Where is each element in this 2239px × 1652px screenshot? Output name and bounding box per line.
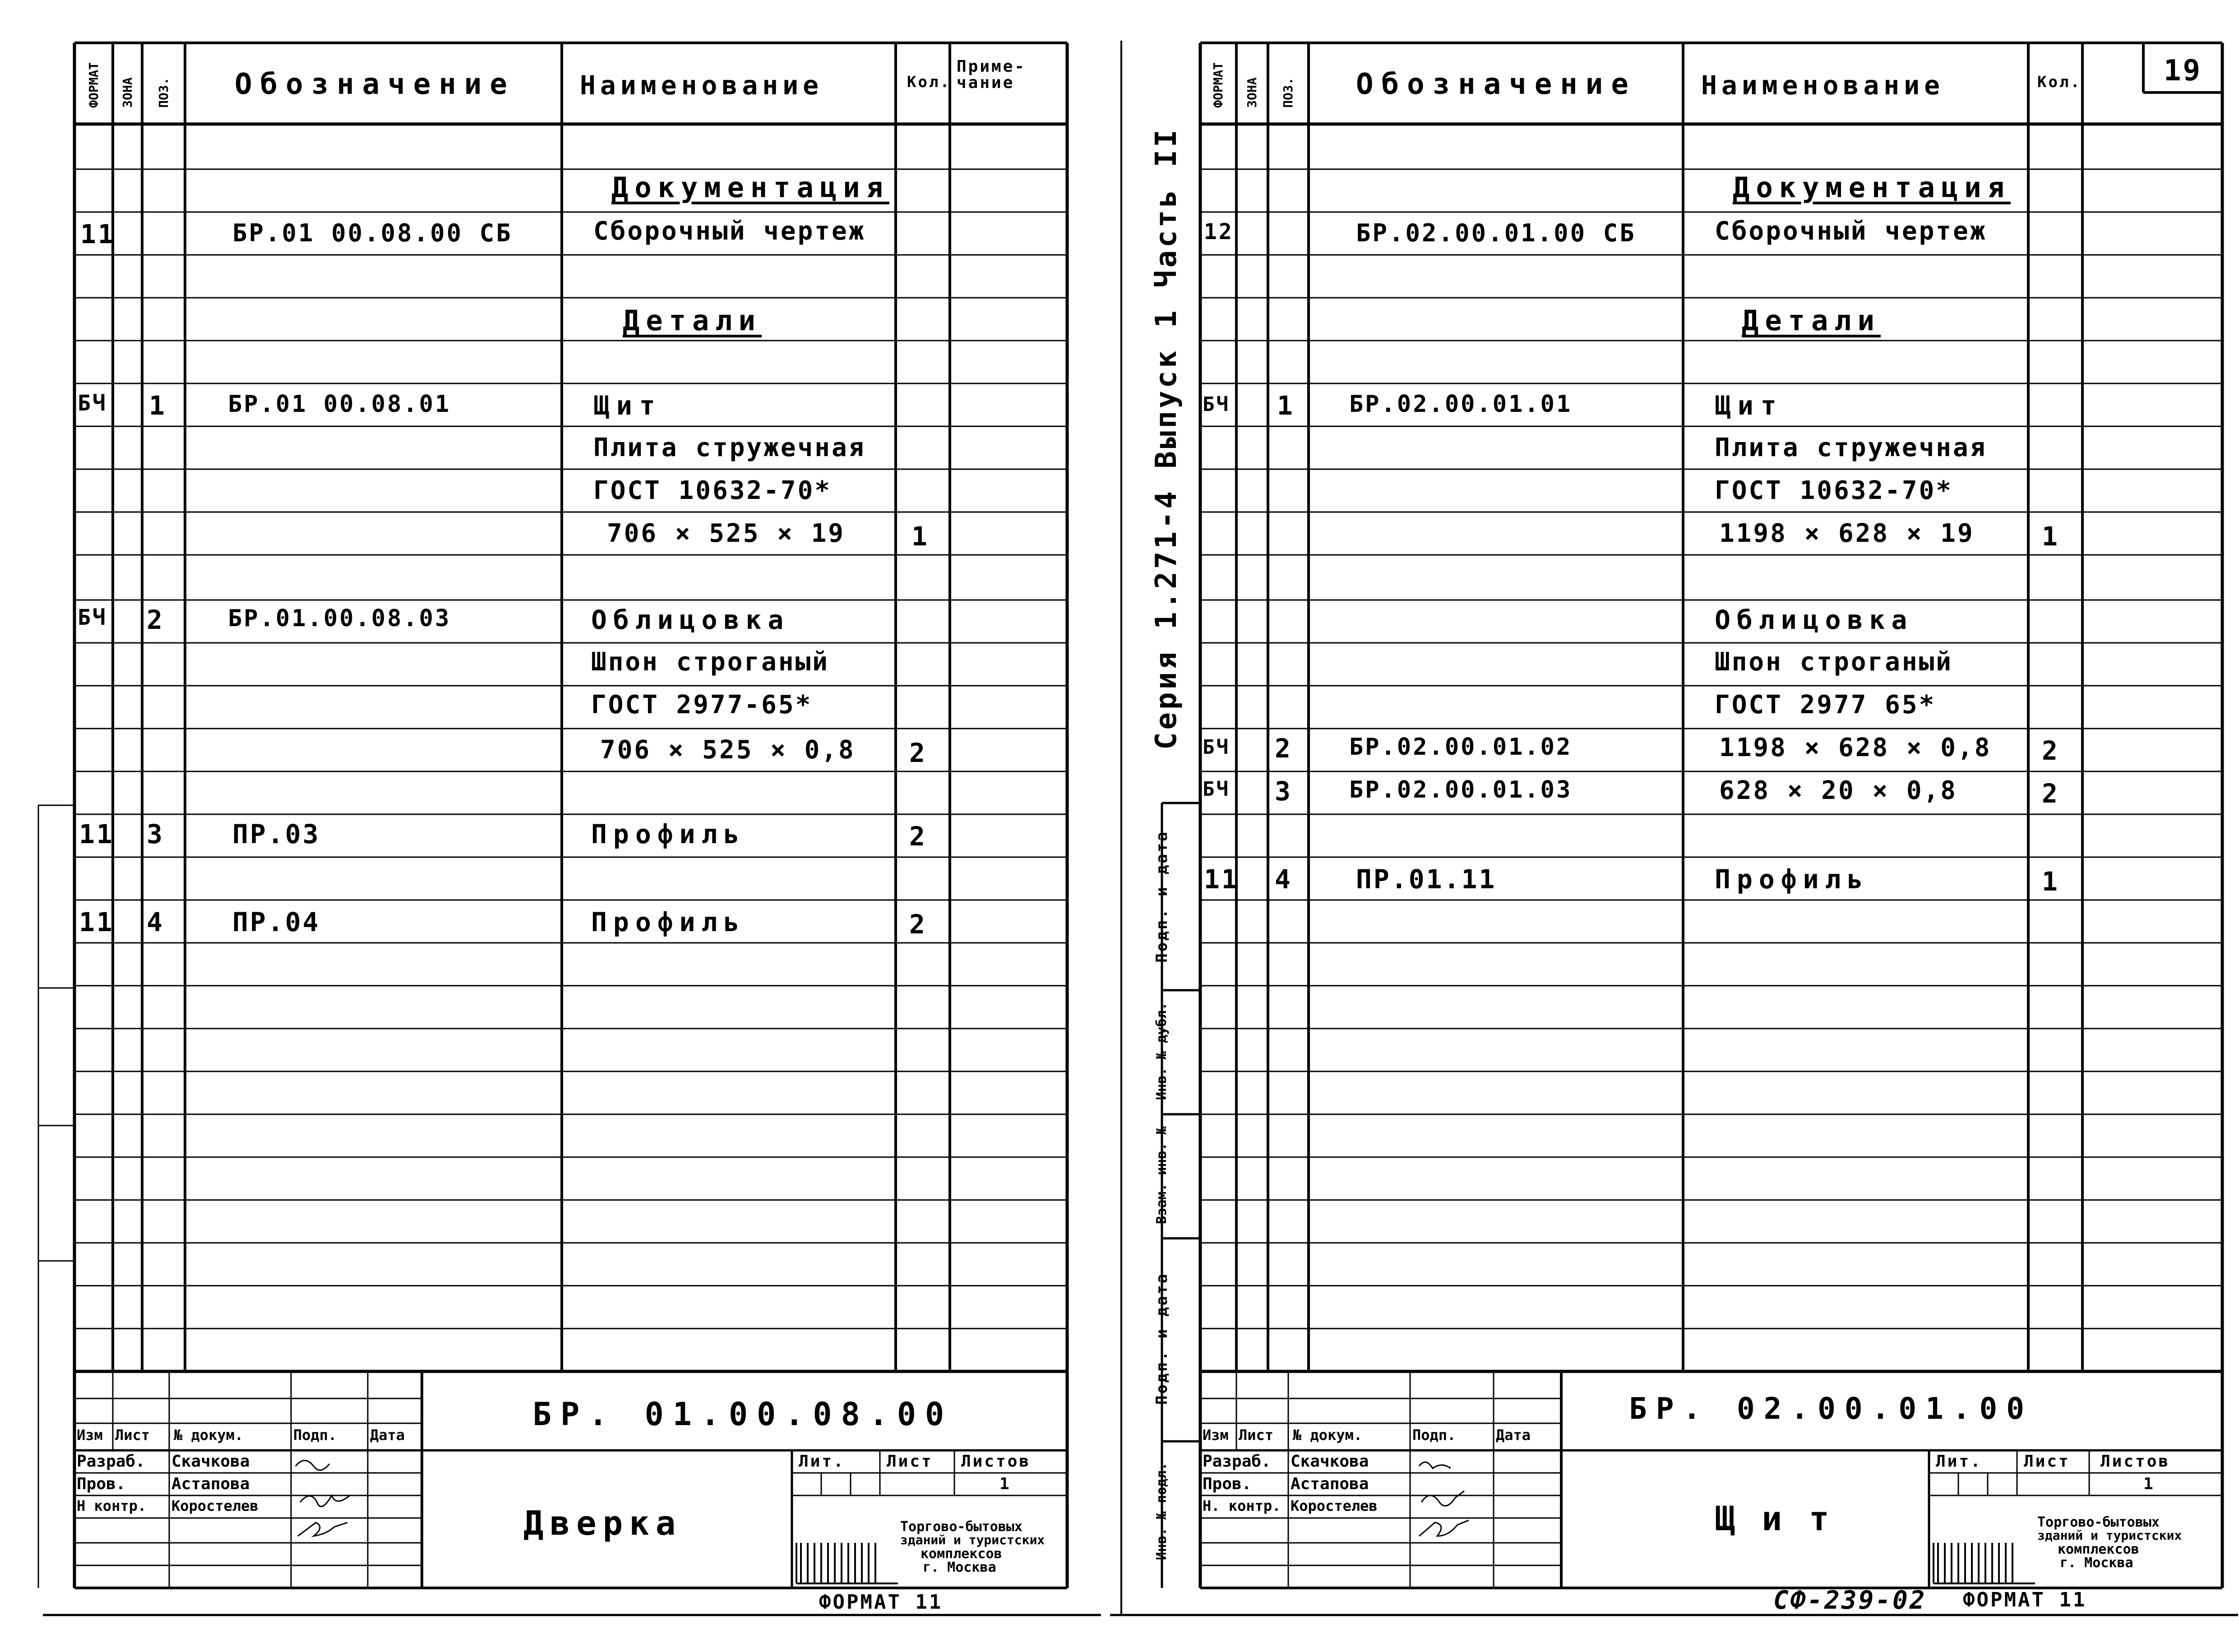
right-item1-qty: 1 <box>2042 521 2059 552</box>
left-org-line-2: зданий и туристских <box>900 1532 1045 1547</box>
left-tb-head-sign: Подп. <box>293 1426 337 1444</box>
right-item3-name: 1198 × 628 × 0,8 <box>1719 733 1992 762</box>
left-item2-pos: 2 <box>147 605 164 635</box>
left-item1-pos: 1 <box>149 390 167 421</box>
right-tb-head-sign: Подп. <box>1412 1426 1456 1444</box>
header-qty: Кол. <box>907 73 951 91</box>
left-tb-head-list: Лист <box>115 1426 150 1444</box>
left-tb-head-doc: № докум. <box>174 1426 244 1444</box>
left-tb-person-1: Скачкова <box>171 1452 250 1471</box>
left-item2-qty: 2 <box>909 738 927 768</box>
left-item2-name-2: Шпон строганый <box>591 647 830 677</box>
left-item1-qty: 1 <box>911 521 929 552</box>
left-org-mark-text <box>794 1544 898 1583</box>
right-item3-pos: 2 <box>1275 733 1292 764</box>
left-tb-head-date: Дата <box>370 1426 405 1444</box>
left-item3-name: Профиль <box>591 819 746 849</box>
right-item3-qty: 2 <box>2042 735 2059 766</box>
left-item2-format: БЧ <box>78 605 107 630</box>
right-item2-name-3: ГОСТ 2977 65* <box>1715 690 1936 720</box>
left-signatures <box>296 1461 350 1537</box>
left-item3-designation: ПР.03 <box>232 819 320 849</box>
left-org-mark <box>794 1544 898 1583</box>
right-header-name: Наименование <box>1701 70 1945 101</box>
right-item1-name-2: Плита стружечная <box>1715 433 1987 462</box>
right-doc-section: Документация <box>1733 171 2011 204</box>
right-tb-head-izm: Изм <box>1203 1426 1229 1444</box>
right-tb-doc-number: БР. 02.00.01.00 <box>1629 1391 2034 1426</box>
left-format-label: ФОРМАТ 11 <box>819 1591 943 1614</box>
left-item2-name-4: 706 × 525 × 0,8 <box>600 735 856 765</box>
right-tb-head-doc: № докум. <box>1293 1426 1363 1444</box>
right-item4-format: БЧ <box>1203 778 1230 801</box>
right-tb-role-1: Разраб. <box>1203 1452 1271 1471</box>
right-tb-head-list: Лист <box>1239 1426 1274 1444</box>
right-page-number: 19 <box>2164 54 2202 88</box>
left-item1-name-3: ГОСТ 10632-70* <box>593 476 832 505</box>
right-item1-name-3: ГОСТ 10632-70* <box>1715 476 1953 505</box>
left-tb-role-1: Разраб. <box>77 1452 145 1471</box>
left-item4-name: Профиль <box>591 907 746 937</box>
left-item2-name-1: Облицовка <box>591 605 790 635</box>
right-doc-format: 12 <box>1204 219 1234 245</box>
right-tb-role-2: Пров. <box>1203 1475 1252 1493</box>
right-item2-name-2: Шпон строганый <box>1715 647 1953 677</box>
left-item1-designation: БР.01 00.08.01 <box>228 391 451 418</box>
left-sheet <box>0 0 1110 1652</box>
header-format: ФОРМАТ <box>86 62 101 108</box>
right-item5-qty: 1 <box>2042 866 2059 897</box>
right-item5-designation: ПР.01.11 <box>1356 864 1497 895</box>
left-org-line-3: комплексов <box>921 1546 1002 1562</box>
left-tb-role-2: Пров. <box>77 1475 126 1493</box>
right-item3-designation: БР.02.00.01.02 <box>1349 734 1573 761</box>
right-item4-designation: БР.02.00.01.03 <box>1349 776 1573 803</box>
right-item5-pos: 4 <box>1275 864 1292 895</box>
right-tb-lit: Лит. <box>1936 1452 1982 1471</box>
right-item1-format: БЧ <box>1203 393 1230 416</box>
right-tb-sheets: Листов <box>2100 1452 2170 1471</box>
header-designation: Обозначение <box>235 68 515 101</box>
right-format-label: ФОРМАТ 11 <box>1963 1588 2087 1611</box>
side-stamp-podp-2: Подп. и дата <box>1153 830 1171 963</box>
right-item4-pos: 3 <box>1275 776 1292 807</box>
left-doc-designation: БР.01 00.08.00 СБ <box>232 219 513 247</box>
right-tb-person-1: Скачкова <box>1291 1452 1369 1471</box>
header-note: Приме-чание <box>957 57 1027 92</box>
right-doc-name: Сборочный чертеж <box>1715 217 1987 246</box>
left-doc-format: 11 <box>80 219 116 249</box>
left-item4-pos: 4 <box>147 907 164 937</box>
left-tb-sheets-value: 1 <box>999 1475 1011 1493</box>
right-header-zone: ЗОНА <box>1244 77 1259 108</box>
left-tb-person-2: Астапова <box>171 1475 250 1493</box>
left-item4-qty: 2 <box>909 909 927 940</box>
right-item1-name-4: 1198 × 628 × 19 <box>1719 519 1975 548</box>
left-tb-doc-number: БР. 01.00.08.00 <box>532 1396 953 1433</box>
right-org-line-4: г. Москва <box>2060 1555 2133 1571</box>
right-doc-code: СФ-239-02 <box>1773 1586 1927 1615</box>
right-item5-format: 11 <box>1204 864 1239 895</box>
left-org-line-1: Торгово-бытовых <box>900 1519 1022 1535</box>
right-org-mark <box>1931 1544 2035 1583</box>
right-item4-qty: 2 <box>2042 778 2059 809</box>
left-item2-name-3: ГОСТ 2977-65* <box>591 690 813 720</box>
right-org-mark-text <box>1931 1544 2035 1583</box>
right-tb-sheet: Лист <box>2024 1452 2070 1471</box>
right-item2-name-1: Облицовка <box>1715 605 1914 635</box>
side-stamp-inv-podl: Инв. № подл. <box>1154 1462 1170 1560</box>
right-tb-head-date: Дата <box>1496 1426 1531 1444</box>
left-item1-name-4: 706 × 525 × 19 <box>607 519 846 548</box>
left-tb-person-3: Коростелев <box>171 1497 259 1514</box>
left-doc-section: Документация <box>611 171 889 204</box>
left-tb-lit: Лит. <box>799 1452 845 1471</box>
right-header-format: ФОРМАТ <box>1211 62 1226 108</box>
left-item1-name-2: Плита стружечная <box>593 433 866 462</box>
left-tb-head-izm: Изм <box>77 1426 103 1444</box>
right-item1-name-1: Щит <box>1715 390 1784 421</box>
side-stamp-vzam: Взам. инв. № <box>1154 1126 1170 1224</box>
left-doc-name: Сборочный чертеж <box>593 217 866 246</box>
right-tb-title: Щит <box>1715 1500 1856 1538</box>
right-header-pos: ПОЗ. <box>1281 77 1295 108</box>
side-stamp-podp-1: Подп. и дата <box>1153 1272 1171 1405</box>
left-item3-qty: 2 <box>909 821 927 852</box>
right-org-line-1: Торгово-бытовых <box>2037 1514 2160 1530</box>
left-tb-sheets: Листов <box>961 1452 1031 1471</box>
right-header-designation: Обозначение <box>1356 68 1637 101</box>
right-tb-role-3: Н. контр. <box>1203 1497 1281 1514</box>
right-sheet <box>1110 0 2239 1652</box>
right-item4-name: 628 × 20 × 0,8 <box>1719 776 1958 805</box>
left-item2-designation: БР.01.00.08.03 <box>228 605 451 632</box>
left-item1-name-1: Щит <box>593 390 662 421</box>
left-item3-pos: 3 <box>147 819 164 849</box>
right-item1-pos: 1 <box>1277 390 1295 421</box>
left-item4-designation: ПР.04 <box>232 907 320 937</box>
header-name: Наименование <box>580 70 823 101</box>
left-item1-format: БЧ <box>78 391 107 416</box>
right-org-line-2: зданий и туристских <box>2037 1528 2182 1543</box>
left-tb-role-3: Н контр. <box>77 1497 147 1514</box>
header-zone: ЗОНА <box>120 77 135 108</box>
left-item3-format: 11 <box>79 819 114 849</box>
side-stamp-inv-dubl: Инв. № дубл. <box>1154 1002 1170 1100</box>
left-org-line-4: г. Москва <box>923 1560 996 1575</box>
left-tb-title: Дверка <box>523 1504 682 1543</box>
right-tb-person-3: Коростелев <box>1291 1497 1378 1514</box>
right-tb-sheets-value: 1 <box>2143 1475 2155 1493</box>
right-header-qty: Кол. <box>2037 73 2082 91</box>
right-org-line-3: комплексов <box>2058 1541 2139 1557</box>
left-parts-section: Детали <box>623 304 762 337</box>
header-pos: ПОЗ. <box>156 77 171 108</box>
right-item3-format: БЧ <box>1203 736 1230 759</box>
right-parts-section: Детали <box>1742 304 1881 337</box>
right-item5-name: Профиль <box>1715 864 1869 895</box>
left-item4-format: 11 <box>79 907 114 937</box>
right-tb-person-2: Астапова <box>1291 1475 1369 1493</box>
left-tb-sheet: Лист <box>887 1452 933 1471</box>
right-doc-designation: БР.02.00.01.00 СБ <box>1356 219 1636 247</box>
series-label: Серия 1.271-4 Выпуск 1 Часть II <box>1150 127 1183 750</box>
right-item1-designation: БР.02.00.01.01 <box>1349 391 1573 418</box>
